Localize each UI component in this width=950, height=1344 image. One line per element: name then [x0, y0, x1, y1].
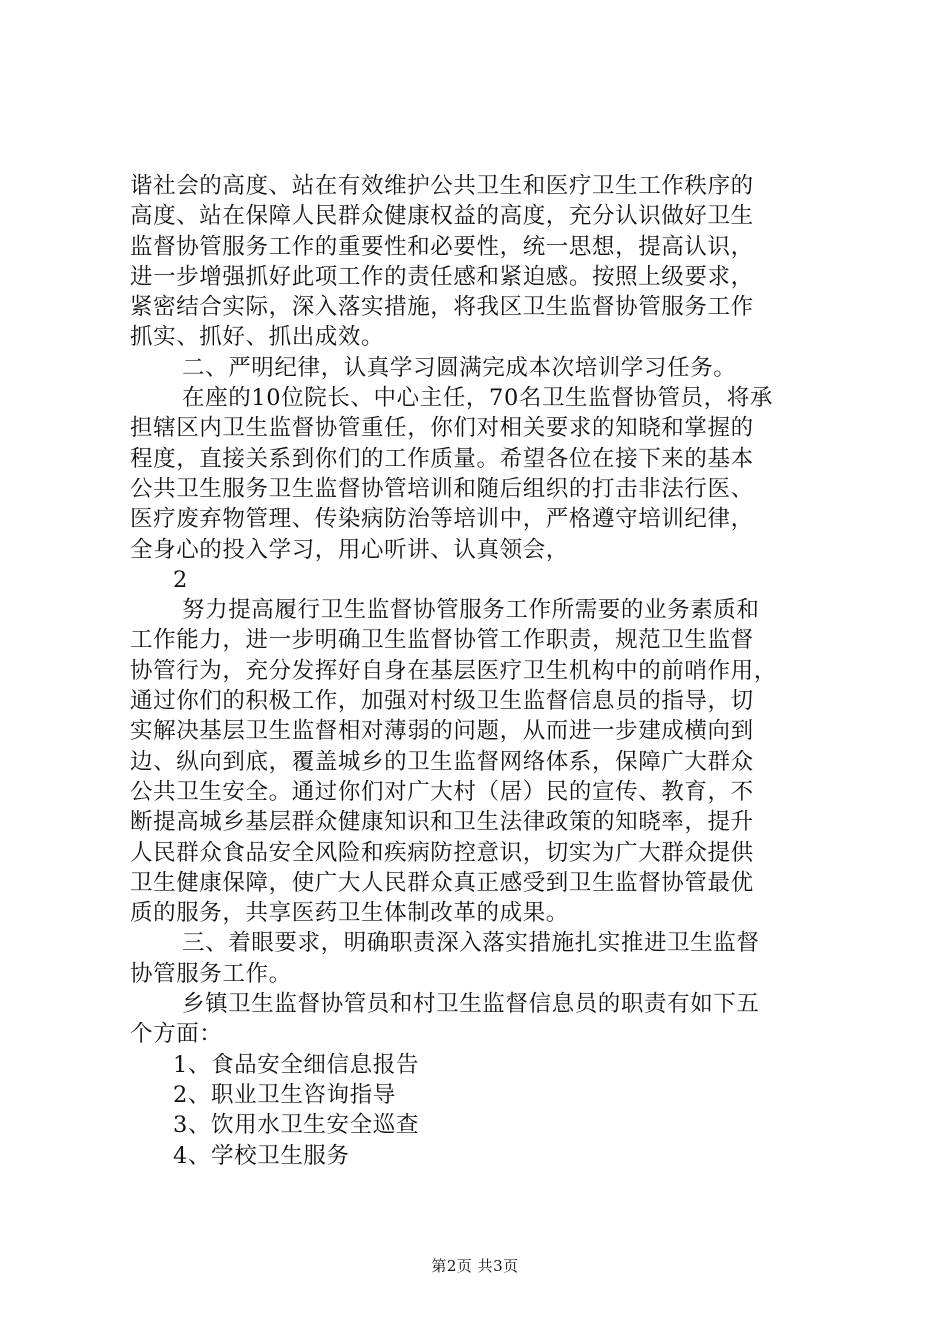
body-line: 公共卫生服务卫生监督协管培训和随后组织的打击非法行医、	[130, 475, 754, 502]
body-line: 医疗废弃物管理、传染病防治等培训中，严格遵守培训纪律，	[130, 506, 754, 533]
body-line: 谐社会的高度、站在有效维护公共卫生和医疗卫生工作秩序的	[130, 173, 754, 199]
body-line: 担辖区内卫生监督协管重任，你们对相关要求的知晓和掌握的	[130, 415, 754, 442]
page-footer: 第2页 共3页	[431, 1257, 519, 1275]
body-line: 在座的10位院长、中心主任，70名卫生监督协管员，将承	[182, 385, 773, 412]
body-line: 通过你们的积极工作，加强对村级卫生监督信息员的指导，切	[130, 688, 754, 715]
list-item: 3、饮用水卫生安全巡查	[173, 1112, 419, 1139]
body-line: 质的服务，共享医药卫生体制改革的成果。	[130, 900, 569, 927]
section-heading-3: 三、着眼要求，明确职责深入落实措施扎实推进卫生监督	[182, 930, 760, 957]
inline-page-number: 2	[173, 566, 188, 593]
body-line: 工作能力，进一步明确卫生监督协管工作职责，规范卫生监督	[130, 627, 754, 654]
body-line: 程度，直接关系到你们的工作质量。希望各位在接下来的基本	[130, 445, 754, 472]
body-line: 抓实、抓好、抓出成效。	[130, 324, 385, 351]
section-heading-2: 二、严明纪律，认真学习圆满完成本次培训学习任务。	[182, 354, 737, 381]
body-line: 协管行为，充分发挥好自身在基层医疗卫生机构中的前哨作用，	[130, 657, 777, 684]
body-line: 卫生健康保障，使广大人民群众真正感受到卫生监督协管最优	[130, 869, 754, 896]
body-line: 断提高城乡基层群众健康知识和卫生法律政策的知晓率，提升	[130, 809, 754, 836]
list-item: 2、职业卫生咨询指导	[173, 1081, 396, 1108]
body-line: 全身心的投入学习，用心听讲、认真领会，	[130, 536, 569, 563]
body-line: 个方面：	[130, 1021, 223, 1048]
body-line: 高度、站在保障人民群众健康权益的高度，充分认识做好卫生	[130, 203, 754, 230]
body-line: 协管服务工作。	[130, 960, 292, 987]
body-line: 进一步增强抓好此项工作的责任感和紧迫感。按照上级要求，	[130, 263, 754, 290]
list-item: 4、学校卫生服务	[173, 1142, 350, 1169]
body-line: 努力提高履行卫生监督协管服务工作所需要的业务素质和	[182, 597, 760, 624]
body-line: 监督协管服务工作的重要性和必要性，统一思想，提高认识，	[130, 233, 754, 260]
body-line: 边、纵向到底，覆盖城乡的卫生监督网络体系，保障广大群众	[130, 748, 754, 775]
body-line: 紧密结合实际，深入落实措施，将我区卫生监督协管服务工作	[130, 294, 754, 321]
document-body	[130, 171, 850, 1171]
body-line: 人民群众食品安全风险和疾病防控意识，切实为广大群众提供	[130, 839, 754, 866]
list-item: 1、食品安全细信息报告	[173, 1051, 419, 1078]
body-line: 实解决基层卫生监督相对薄弱的问题，从而进一步建成横向到	[130, 718, 754, 745]
body-line: 公共卫生安全。通过你们对广大村（居）民的宣传、教育，不	[130, 778, 754, 805]
body-line: 乡镇卫生监督协管员和村卫生监督信息员的职责有如下五	[182, 991, 760, 1018]
